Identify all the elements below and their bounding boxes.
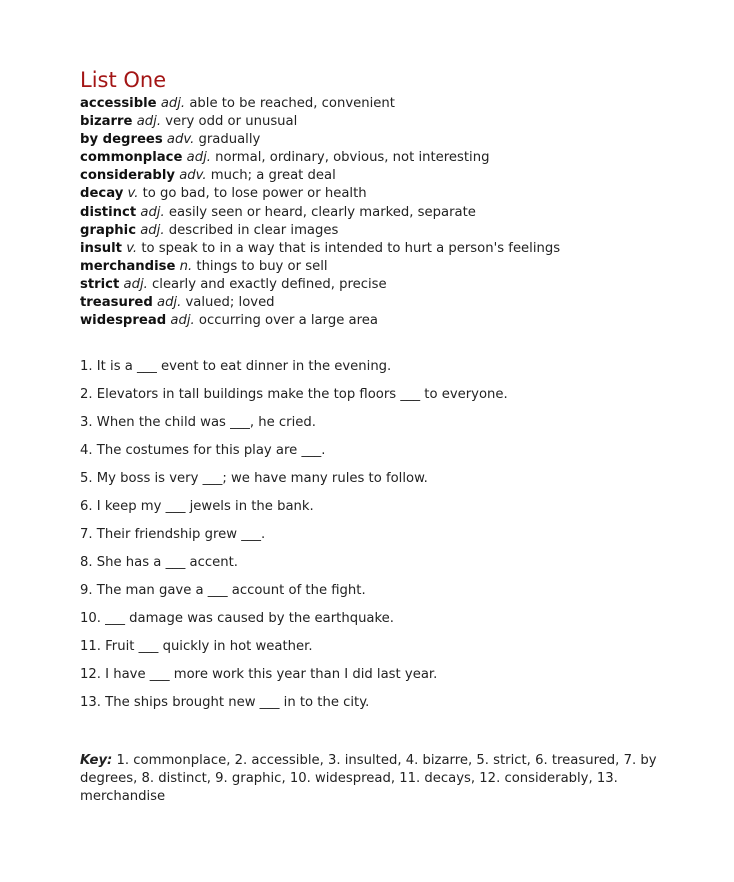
vocab-part-of-speech: adj.	[156, 295, 182, 311]
exercise-sentence: 1. It is a ___ event to eat dinner in the evening.	[80, 359, 392, 374]
vocab-part-of-speech: adj.	[136, 114, 162, 130]
vocab-part-of-speech: adv.	[179, 168, 207, 184]
vocab-part-of-speech: v.	[127, 186, 139, 202]
vocab-entry	[80, 149, 700, 167]
vocab-word: widespread	[80, 313, 167, 329]
exercise-sentence: 8. She has a ___ accent.	[80, 555, 238, 570]
vocab-entry	[80, 276, 700, 294]
vocab-entry	[80, 294, 700, 312]
vocab-part-of-speech: adv.	[166, 132, 195, 148]
vocab-entry	[80, 222, 700, 240]
vocab-part-of-speech: v.	[126, 240, 138, 256]
vocab-part-of-speech: adj.	[123, 276, 148, 292]
vocab-entry	[80, 258, 700, 276]
vocab-word: considerably	[80, 168, 175, 184]
exercise-sentence: 7. Their friendship grew ___.	[80, 527, 266, 542]
vocab-entry	[80, 113, 700, 131]
answer-key-label: Key:	[80, 753, 113, 768]
vocab-definition: described in clear images	[168, 222, 339, 238]
vocab-definition: clearly and exactly defined, precise	[152, 276, 387, 292]
vocab-word: distinct	[80, 204, 137, 220]
vocab-entry	[80, 167, 700, 185]
vocab-definition: gradually	[198, 132, 261, 148]
vocab-part-of-speech: adj.	[140, 204, 165, 220]
vocab-entry	[80, 185, 700, 203]
vocab-definition: to speak to in a way that is intended to hurt a person's feelings	[141, 240, 561, 256]
vocab-word: merchandise	[80, 258, 176, 274]
vocab-definition: much; a great deal	[210, 168, 336, 184]
vocab-word: accessible	[80, 96, 157, 111]
exercise-sentence: 10. ___ damage was caused by the earthquake.	[80, 611, 394, 626]
exercise-sentence: 2. Elevators in tall buildings make the top floors ___ to everyone.	[80, 387, 508, 402]
vocab-definition: things to buy or sell	[196, 258, 328, 274]
vocab-word: graphic	[80, 222, 137, 238]
exercise-sentence: 5. My boss is very ___; we have many rules to follow.	[80, 471, 428, 486]
vocab-definition: normal, ordinary, obvious, not interesting	[215, 150, 490, 166]
exercise-sentence: 6. I keep my ___ jewels in the bank.	[80, 499, 314, 514]
page-title: List One	[80, 68, 167, 92]
vocabulary-list	[80, 95, 700, 330]
vocab-definition: easily seen or heard, clearly marked, separate	[168, 204, 476, 220]
vocab-word: by degrees	[80, 132, 163, 148]
vocab-word: bizarre	[80, 114, 133, 130]
vocab-word: commonplace	[80, 150, 183, 166]
vocab-definition: able to be reached, convenient	[189, 96, 395, 111]
vocab-entry	[80, 95, 700, 113]
exercise-sentence: 12. I have ___ more work this year than I did last year.	[80, 667, 438, 682]
vocab-definition: occurring over a large area	[198, 313, 378, 329]
vocab-definition: valued; loved	[185, 295, 275, 311]
vocab-entry	[80, 312, 700, 330]
vocab-entry	[80, 240, 700, 258]
vocab-definition: to go bad, to lose power or health	[142, 186, 367, 202]
exercise-sentences	[80, 358, 700, 722]
vocab-part-of-speech: adj.	[186, 150, 211, 166]
vocab-word: strict	[80, 276, 120, 292]
vocab-entry	[80, 131, 700, 149]
exercise-sentence: 9. The man gave a ___ account of the fight.	[80, 583, 366, 598]
vocab-word: insult	[80, 240, 122, 256]
exercise-sentence: 3. When the child was ___, he cried.	[80, 415, 316, 430]
vocab-word: treasured	[80, 295, 153, 311]
answer-key	[80, 752, 670, 806]
exercise-sentence: 4. The costumes for this play are ___.	[80, 443, 326, 458]
exercise-sentence: 11. Fruit ___ quickly in hot weather.	[80, 639, 313, 654]
vocab-part-of-speech: adj.	[140, 222, 165, 238]
vocab-word: decay	[80, 186, 124, 202]
vocab-part-of-speech: adj.	[170, 313, 195, 329]
vocab-part-of-speech: adj.	[160, 96, 186, 111]
exercise-sentence: 13. The ships brought new ___ in to the city.	[80, 695, 370, 710]
vocab-part-of-speech: n.	[179, 258, 193, 274]
answer-key-text: 1. commonplace, 2. accessible, 3. insulted, 4. bizarre, 5. strict, 6. treasured, 7. by degrees, 8. distinct, 9. graphic, 10. widespread, 11. decays, 12. considerably, 13. merchandise	[80, 753, 657, 804]
vocab-definition: very odd or unusual	[165, 114, 298, 130]
vocab-entry	[80, 204, 700, 222]
